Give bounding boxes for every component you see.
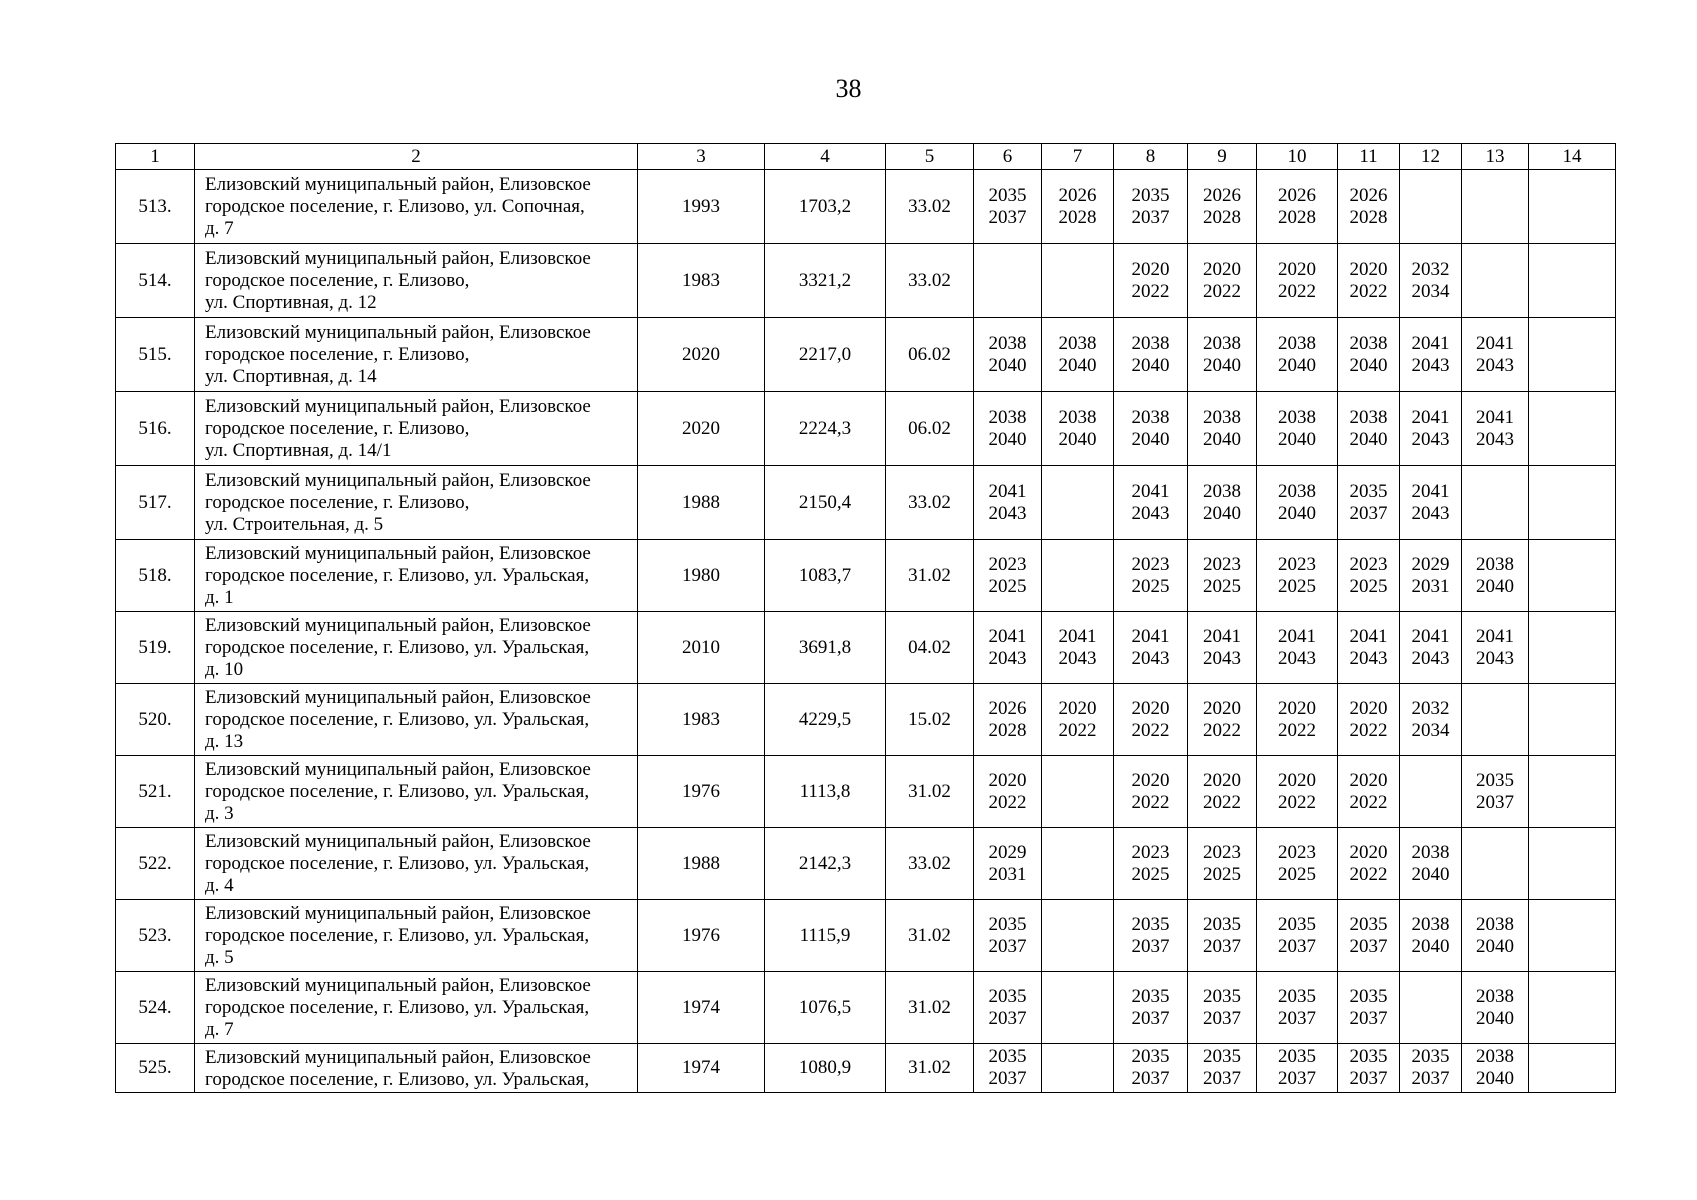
col11-cell: 2038 2040 <box>1338 392 1400 466</box>
col12-cell: 2029 2031 <box>1400 540 1462 612</box>
code-cell: 33.02 <box>886 244 974 318</box>
area-cell: 1113,8 <box>765 756 886 828</box>
col12-cell <box>1400 972 1462 1044</box>
table-row <box>116 900 1616 972</box>
col9-cell: 2038 2040 <box>1188 392 1257 466</box>
col14-cell <box>1529 828 1616 900</box>
table-row <box>116 170 1616 244</box>
area-cell: 1076,5 <box>765 972 886 1044</box>
col8-cell: 2038 2040 <box>1114 318 1188 392</box>
table-row <box>116 318 1616 392</box>
col14-cell <box>1529 318 1616 392</box>
col6-cell: 2041 2043 <box>974 466 1042 540</box>
address-cell: Елизовский муниципальный район, Елизовское городское поселение, г. Елизово, ул. Спортивная, д. 14/1 <box>195 392 638 466</box>
col9-cell: 2020 2022 <box>1188 684 1257 756</box>
column-header: 1 <box>116 144 195 170</box>
code-cell: 33.02 <box>886 466 974 540</box>
col8-cell: 2023 2025 <box>1114 540 1188 612</box>
col12-cell: 2038 2040 <box>1400 828 1462 900</box>
col9-cell: 2041 2043 <box>1188 612 1257 684</box>
col7-cell <box>1042 244 1114 318</box>
col12-cell: 2041 2043 <box>1400 392 1462 466</box>
col6-cell: 2029 2031 <box>974 828 1042 900</box>
col14-cell <box>1529 972 1616 1044</box>
area-cell: 3321,2 <box>765 244 886 318</box>
col9-cell: 2038 2040 <box>1188 318 1257 392</box>
col9-cell: 2035 2037 <box>1188 1044 1257 1093</box>
address-cell: Елизовский муниципальный район, Елизовское городское поселение, г. Елизово, ул. Строительная, д. 5 <box>195 466 638 540</box>
row-number: 525. <box>116 1044 195 1093</box>
year-built-cell: 2010 <box>638 612 765 684</box>
col11-cell: 2035 2037 <box>1338 466 1400 540</box>
col9-cell: 2020 2022 <box>1188 244 1257 318</box>
col6-cell: 2020 2022 <box>974 756 1042 828</box>
col14-cell <box>1529 244 1616 318</box>
col6-cell <box>974 244 1042 318</box>
col8-cell: 2020 2022 <box>1114 684 1188 756</box>
address-cell: Елизовский муниципальный район, Елизовское городское поселение, г. Елизово, ул. Спортивная, д. 14 <box>195 318 638 392</box>
col12-cell: 2032 2034 <box>1400 684 1462 756</box>
col11-cell: 2020 2022 <box>1338 828 1400 900</box>
column-header: 4 <box>765 144 886 170</box>
col7-cell <box>1042 540 1114 612</box>
col13-cell: 2038 2040 <box>1462 972 1529 1044</box>
col13-cell: 2038 2040 <box>1462 900 1529 972</box>
col10-cell: 2035 2037 <box>1257 1044 1338 1093</box>
col11-cell: 2035 2037 <box>1338 900 1400 972</box>
page-number: 38 <box>835 74 862 103</box>
table-row <box>116 756 1616 828</box>
address-cell: Елизовский муниципальный район, Елизовское городское поселение, г. Елизово, ул. Уральская, д. 13 <box>195 684 638 756</box>
col9-cell: 2023 2025 <box>1188 828 1257 900</box>
year-built-cell: 1980 <box>638 540 765 612</box>
col10-cell: 2038 2040 <box>1257 392 1338 466</box>
column-header: 2 <box>195 144 638 170</box>
col14-cell <box>1529 612 1616 684</box>
col13-cell <box>1462 244 1529 318</box>
code-cell: 15.02 <box>886 684 974 756</box>
col8-cell: 2041 2043 <box>1114 466 1188 540</box>
col10-cell: 2020 2022 <box>1257 684 1338 756</box>
row-number: 515. <box>116 318 195 392</box>
col7-cell: 2026 2028 <box>1042 170 1114 244</box>
col10-cell: 2038 2040 <box>1257 318 1338 392</box>
row-number: 520. <box>116 684 195 756</box>
col14-cell <box>1529 540 1616 612</box>
code-cell: 31.02 <box>886 540 974 612</box>
col11-cell: 2020 2022 <box>1338 684 1400 756</box>
year-built-cell: 1976 <box>638 756 765 828</box>
code-cell: 31.02 <box>886 1044 974 1093</box>
col8-cell: 2020 2022 <box>1114 244 1188 318</box>
col13-cell: 2041 2043 <box>1462 392 1529 466</box>
col10-cell: 2038 2040 <box>1257 466 1338 540</box>
column-header: 13 <box>1462 144 1529 170</box>
col11-cell: 2035 2037 <box>1338 1044 1400 1093</box>
column-header: 11 <box>1338 144 1400 170</box>
col11-cell: 2020 2022 <box>1338 756 1400 828</box>
address-cell: Елизовский муниципальный район, Елизовское городское поселение, г. Елизово, ул. Уральская, д. 5 <box>195 900 638 972</box>
col6-cell: 2035 2037 <box>974 170 1042 244</box>
col7-cell <box>1042 972 1114 1044</box>
row-number: 521. <box>116 756 195 828</box>
row-number: 516. <box>116 392 195 466</box>
year-built-cell: 2020 <box>638 392 765 466</box>
col13-cell <box>1462 170 1529 244</box>
col7-cell <box>1042 466 1114 540</box>
col13-cell <box>1462 466 1529 540</box>
col14-cell <box>1529 756 1616 828</box>
address-cell: Елизовский муниципальный район, Елизовское городское поселение, г. Елизово, ул. Уральская, д. 1 <box>195 540 638 612</box>
area-cell: 1115,9 <box>765 900 886 972</box>
table-row <box>116 1044 1616 1093</box>
table-row <box>116 612 1616 684</box>
year-built-cell: 1974 <box>638 1044 765 1093</box>
col6-cell: 2023 2025 <box>974 540 1042 612</box>
col14-cell <box>1529 392 1616 466</box>
code-cell: 06.02 <box>886 318 974 392</box>
table-row <box>116 972 1616 1044</box>
col9-cell: 2035 2037 <box>1188 900 1257 972</box>
column-header: 9 <box>1188 144 1257 170</box>
col9-cell: 2026 2028 <box>1188 170 1257 244</box>
col11-cell: 2041 2043 <box>1338 612 1400 684</box>
address-cell: Елизовский муниципальный район, Елизовское городское поселение, г. Елизово, ул. Спортивная, д. 12 <box>195 244 638 318</box>
col7-cell <box>1042 900 1114 972</box>
col14-cell <box>1529 900 1616 972</box>
register-table <box>115 143 1616 1093</box>
col12-cell: 2038 2040 <box>1400 900 1462 972</box>
col9-cell: 2038 2040 <box>1188 466 1257 540</box>
column-header: 3 <box>638 144 765 170</box>
col13-cell: 2041 2043 <box>1462 612 1529 684</box>
area-cell: 3691,8 <box>765 612 886 684</box>
code-cell: 31.02 <box>886 900 974 972</box>
area-cell: 1703,2 <box>765 170 886 244</box>
col11-cell: 2020 2022 <box>1338 244 1400 318</box>
table-row <box>116 540 1616 612</box>
code-cell: 33.02 <box>886 828 974 900</box>
row-number: 513. <box>116 170 195 244</box>
col10-cell: 2026 2028 <box>1257 170 1338 244</box>
area-cell: 2224,3 <box>765 392 886 466</box>
col10-cell: 2041 2043 <box>1257 612 1338 684</box>
area-cell: 1083,7 <box>765 540 886 612</box>
col8-cell: 2035 2037 <box>1114 1044 1188 1093</box>
address-cell: Елизовский муниципальный район, Елизовское городское поселение, г. Елизово, ул. Уральская, д. 10 <box>195 612 638 684</box>
col13-cell <box>1462 684 1529 756</box>
code-cell: 04.02 <box>886 612 974 684</box>
column-header: 6 <box>974 144 1042 170</box>
col10-cell: 2035 2037 <box>1257 972 1338 1044</box>
year-built-cell: 1983 <box>638 244 765 318</box>
col12-cell: 2041 2043 <box>1400 466 1462 540</box>
col6-cell: 2026 2028 <box>974 684 1042 756</box>
row-number: 514. <box>116 244 195 318</box>
col12-cell: 2032 2034 <box>1400 244 1462 318</box>
col11-cell: 2023 2025 <box>1338 540 1400 612</box>
area-cell: 2217,0 <box>765 318 886 392</box>
address-cell: Елизовский муниципальный район, Елизовское городское поселение, г. Елизово, ул. Уральская, д. 7 <box>195 972 638 1044</box>
year-built-cell: 1988 <box>638 828 765 900</box>
row-number: 517. <box>116 466 195 540</box>
row-number: 522. <box>116 828 195 900</box>
col8-cell: 2035 2037 <box>1114 972 1188 1044</box>
col7-cell: 2041 2043 <box>1042 612 1114 684</box>
row-number: 519. <box>116 612 195 684</box>
code-cell: 31.02 <box>886 972 974 1044</box>
col10-cell: 2023 2025 <box>1257 540 1338 612</box>
col7-cell: 2038 2040 <box>1042 392 1114 466</box>
col6-cell: 2035 2037 <box>974 900 1042 972</box>
col6-cell: 2038 2040 <box>974 318 1042 392</box>
row-number: 523. <box>116 900 195 972</box>
col13-cell: 2041 2043 <box>1462 318 1529 392</box>
address-cell: Елизовский муниципальный район, Елизовское городское поселение, г. Елизово, ул. Сопочная, д. 7 <box>195 170 638 244</box>
col14-cell <box>1529 1044 1616 1093</box>
col8-cell: 2041 2043 <box>1114 612 1188 684</box>
col9-cell: 2023 2025 <box>1188 540 1257 612</box>
col14-cell <box>1529 466 1616 540</box>
col7-cell: 2038 2040 <box>1042 318 1114 392</box>
year-built-cell: 2020 <box>638 318 765 392</box>
col10-cell: 2020 2022 <box>1257 244 1338 318</box>
code-cell: 31.02 <box>886 756 974 828</box>
col11-cell: 2038 2040 <box>1338 318 1400 392</box>
row-number: 518. <box>116 540 195 612</box>
col8-cell: 2035 2037 <box>1114 170 1188 244</box>
col6-cell: 2041 2043 <box>974 612 1042 684</box>
year-built-cell: 1983 <box>638 684 765 756</box>
column-header: 7 <box>1042 144 1114 170</box>
col13-cell: 2035 2037 <box>1462 756 1529 828</box>
header-row <box>116 144 1616 170</box>
col12-cell: 2041 2043 <box>1400 612 1462 684</box>
row-number: 524. <box>116 972 195 1044</box>
col13-cell <box>1462 828 1529 900</box>
col6-cell: 2035 2037 <box>974 1044 1042 1093</box>
address-cell: Елизовский муниципальный район, Елизовское городское поселение, г. Елизово, ул. Уральская, д. 3 <box>195 756 638 828</box>
table-row <box>116 684 1616 756</box>
address-cell: Елизовский муниципальный район, Елизовское городское поселение, г. Елизово, ул. Уральская, <box>195 1044 638 1093</box>
area-cell: 2142,3 <box>765 828 886 900</box>
col13-cell: 2038 2040 <box>1462 540 1529 612</box>
column-header: 8 <box>1114 144 1188 170</box>
col12-cell <box>1400 170 1462 244</box>
table-row <box>116 392 1616 466</box>
col11-cell: 2035 2037 <box>1338 972 1400 1044</box>
col10-cell: 2020 2022 <box>1257 756 1338 828</box>
year-built-cell: 1993 <box>638 170 765 244</box>
column-header: 10 <box>1257 144 1338 170</box>
code-cell: 06.02 <box>886 392 974 466</box>
year-built-cell: 1976 <box>638 900 765 972</box>
col8-cell: 2038 2040 <box>1114 392 1188 466</box>
table-row <box>116 466 1616 540</box>
column-header: 5 <box>886 144 974 170</box>
code-cell: 33.02 <box>886 170 974 244</box>
area-cell: 4229,5 <box>765 684 886 756</box>
area-cell: 1080,9 <box>765 1044 886 1093</box>
year-built-cell: 1988 <box>638 466 765 540</box>
col6-cell: 2038 2040 <box>974 392 1042 466</box>
address-cell: Елизовский муниципальный район, Елизовское городское поселение, г. Елизово, ул. Уральская, д. 4 <box>195 828 638 900</box>
table-row <box>116 244 1616 318</box>
col12-cell: 2035 2037 <box>1400 1044 1462 1093</box>
table-row <box>116 828 1616 900</box>
col14-cell <box>1529 170 1616 244</box>
col9-cell: 2035 2037 <box>1188 972 1257 1044</box>
col6-cell: 2035 2037 <box>974 972 1042 1044</box>
col10-cell: 2023 2025 <box>1257 828 1338 900</box>
year-built-cell: 1974 <box>638 972 765 1044</box>
column-header: 14 <box>1529 144 1616 170</box>
col13-cell: 2038 2040 <box>1462 1044 1529 1093</box>
col14-cell <box>1529 684 1616 756</box>
col12-cell: 2041 2043 <box>1400 318 1462 392</box>
col7-cell <box>1042 756 1114 828</box>
column-header: 12 <box>1400 144 1462 170</box>
area-cell: 2150,4 <box>765 466 886 540</box>
col10-cell: 2035 2037 <box>1257 900 1338 972</box>
col7-cell <box>1042 828 1114 900</box>
col12-cell <box>1400 756 1462 828</box>
col11-cell: 2026 2028 <box>1338 170 1400 244</box>
col8-cell: 2020 2022 <box>1114 756 1188 828</box>
col8-cell: 2035 2037 <box>1114 900 1188 972</box>
col7-cell: 2020 2022 <box>1042 684 1114 756</box>
col7-cell <box>1042 1044 1114 1093</box>
col9-cell: 2020 2022 <box>1188 756 1257 828</box>
col8-cell: 2023 2025 <box>1114 828 1188 900</box>
